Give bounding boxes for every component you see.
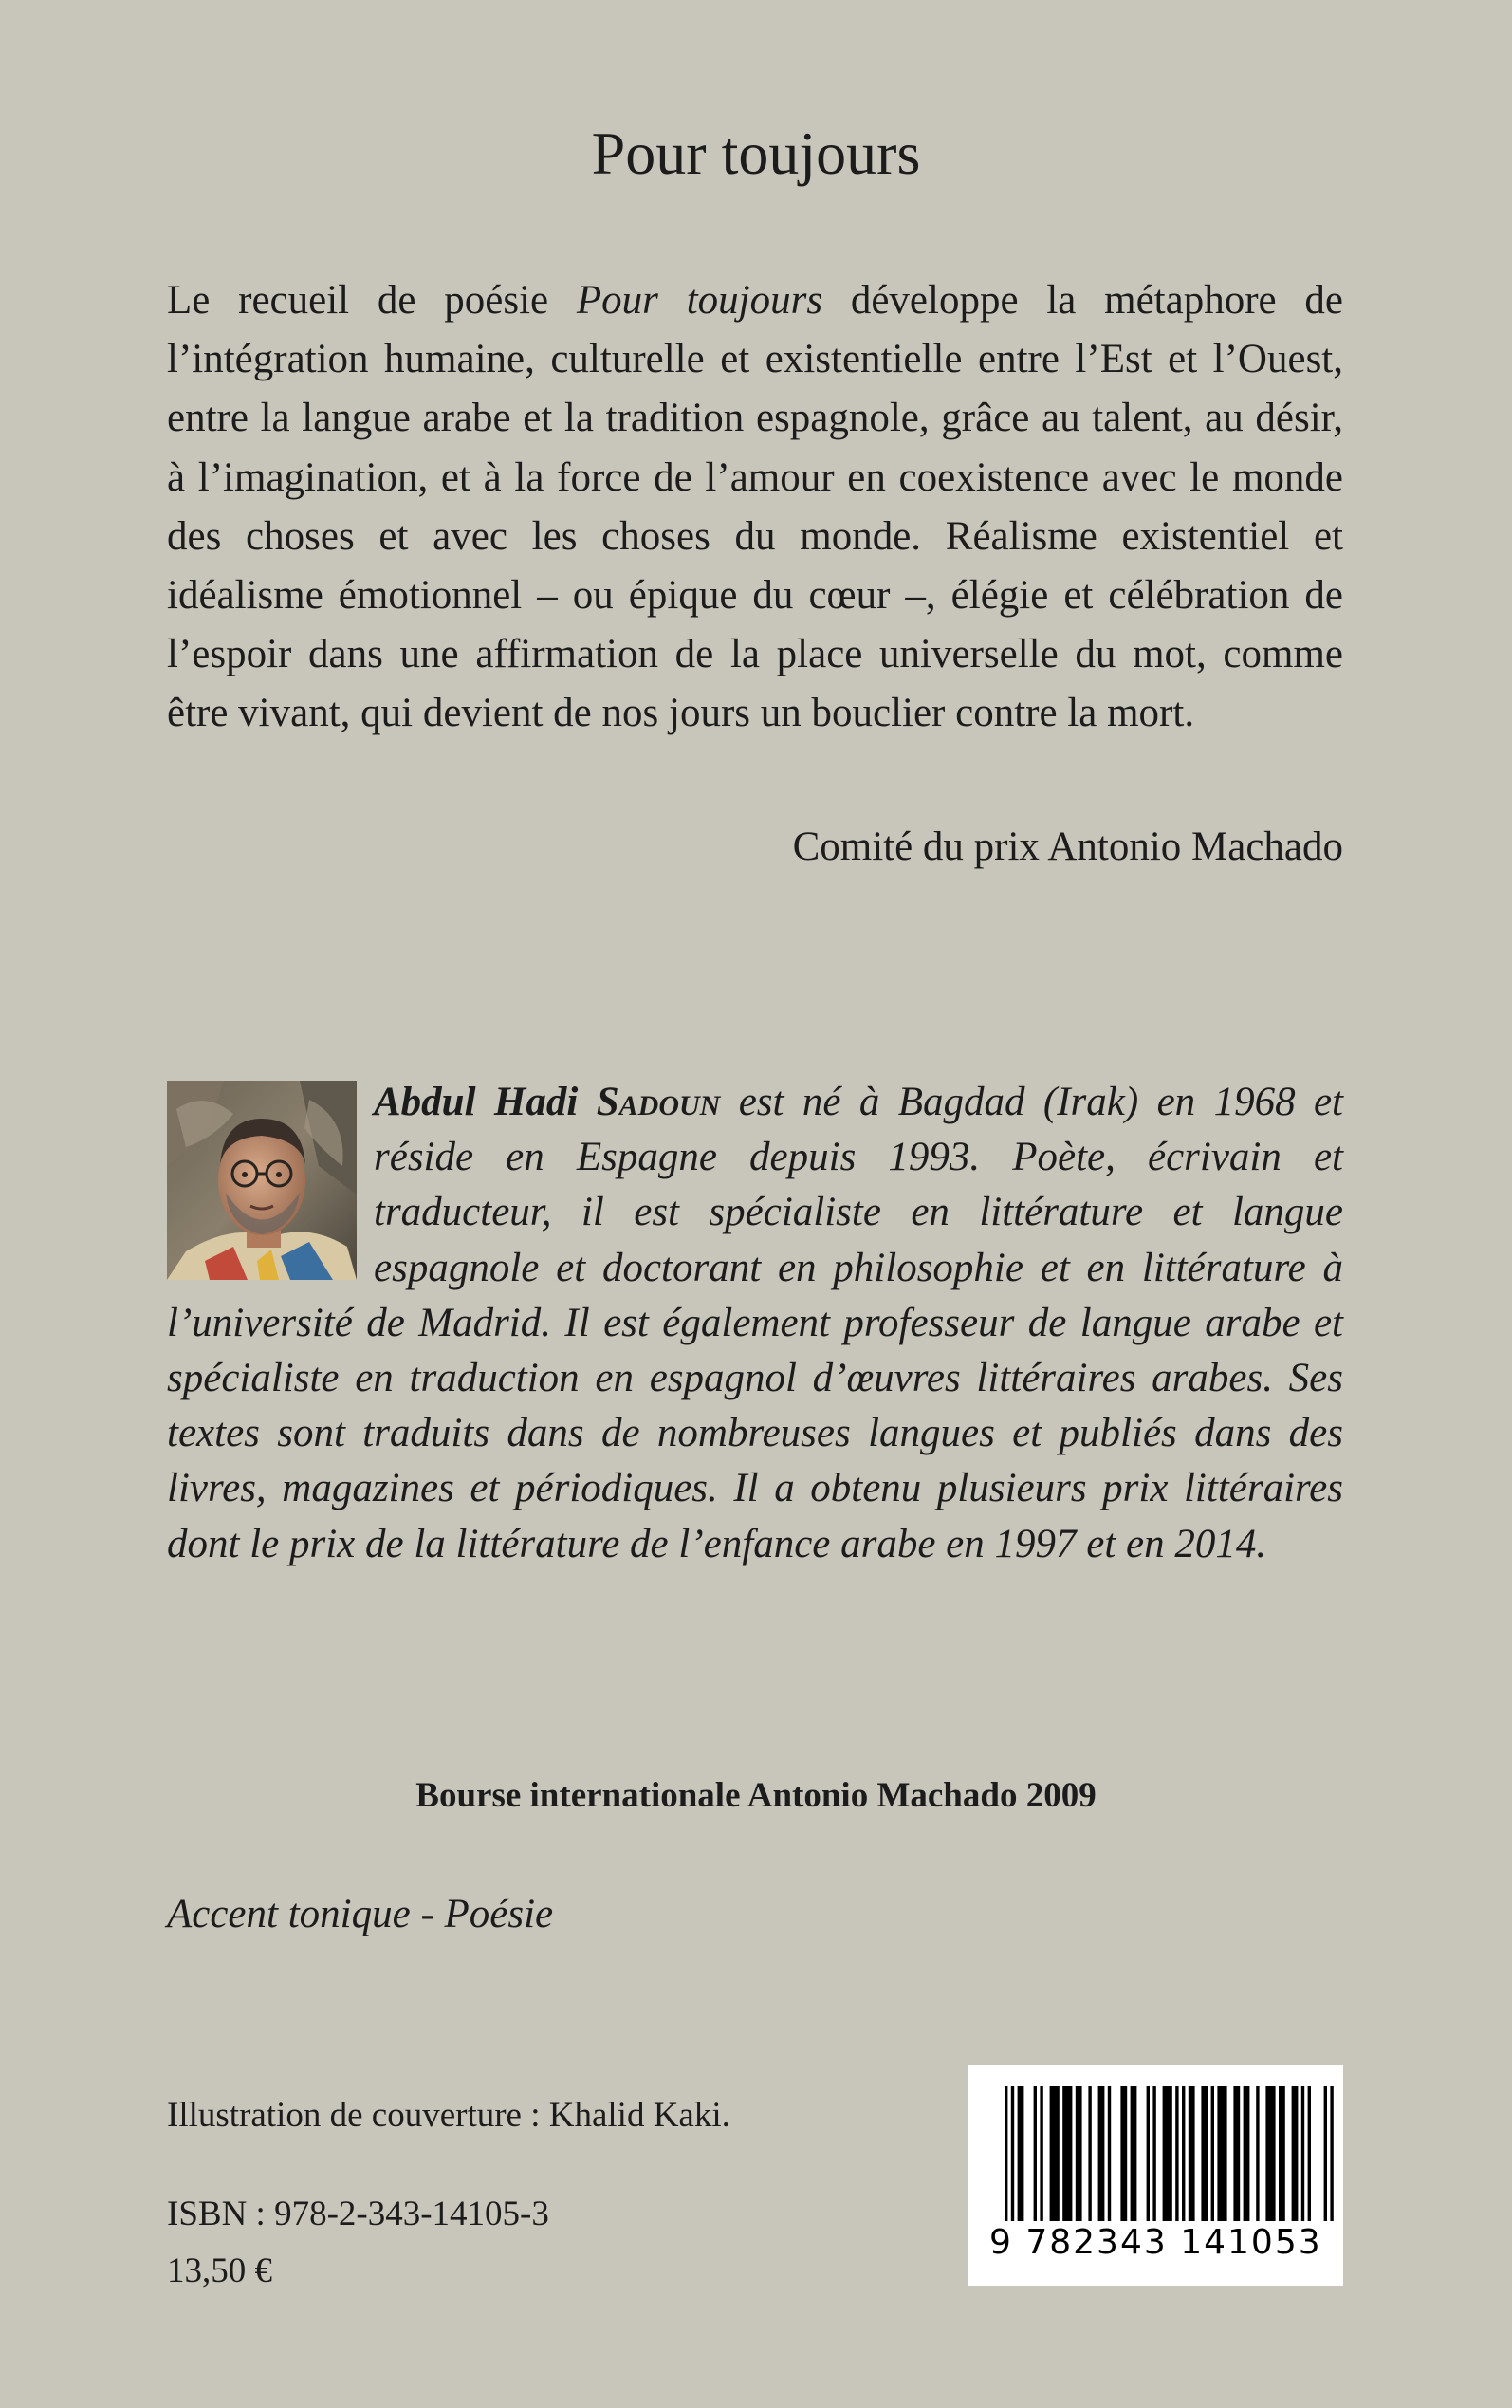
book-title: Pour toujours <box>591 120 921 187</box>
barcode-bar <box>1265 2086 1275 2221</box>
barcode-bar <box>1256 2086 1259 2221</box>
barcode-bar <box>1098 2086 1105 2221</box>
summary-text-start: Le recueil de poésie <box>167 278 577 323</box>
barcode-bar <box>1175 2086 1178 2221</box>
barcode-bar <box>1076 2086 1082 2221</box>
barcode-bar <box>1292 2086 1299 2221</box>
barcode-bar <box>1040 2086 1042 2221</box>
barcode-bar <box>1301 2086 1304 2221</box>
photo-spacer <box>167 1075 374 1291</box>
barcode-bar <box>1108 2086 1111 2221</box>
barcode-bar <box>1147 2086 1150 2221</box>
barcode-bar <box>1211 2086 1214 2221</box>
barcode-bar <box>1005 2086 1007 2221</box>
barcode-bar <box>1330 2086 1333 2221</box>
award-line: Bourse internationale Antonio Machado 2009 <box>415 1776 1097 1815</box>
barcode-bar <box>1233 2086 1240 2221</box>
author-surname: Sadoun <box>596 1080 721 1124</box>
author-first-names: Abdul Hadi <box>374 1080 597 1124</box>
barcode-bar <box>1011 2086 1014 2221</box>
book-summary <box>167 271 1343 744</box>
barcode-bar <box>1324 2086 1327 2221</box>
isbn-number: ISBN : 978-2-343-14105-3 <box>167 2195 549 2233</box>
barcode-bar <box>1163 2086 1172 2221</box>
barcode-bar <box>1189 2086 1195 2221</box>
author-biography <box>167 1075 1343 1572</box>
barcode-bar <box>1279 2086 1285 2221</box>
summary-book-title: Pour toujours <box>576 278 823 323</box>
barcode-bar <box>1120 2086 1127 2221</box>
barcode-bar <box>1152 2086 1155 2221</box>
collection-name: Accent tonique - Poésie <box>167 1892 554 1936</box>
barcode-digits: 9 782343 141053 <box>989 2223 1322 2262</box>
barcode-bar <box>1201 2086 1208 2221</box>
barcode <box>968 2065 1343 2286</box>
author-bio-text: est né à Bagdad (Irak) en 1968 et réside en Espagne depuis 1993. Poète, écrivain et traducteur, il est spécialiste en littérature et langue espagnole et doctorant en philosophie et en littérature à l’université de Madrid. Il est également professeur de langue arabe et spécialiste en traduction en espagnol d’œuvres littéraires arabes. Ses textes sont traduits dans de nombreuses langues et publiés dans des livres, magazines et périodiques. Il a obtenu plusieurs prix littéraires dont le prix de la littérature de l’enfance arabe en 1997 et en 2014. <box>167 1080 1344 1566</box>
barcode-bar <box>1244 2086 1250 2221</box>
summary-text-rest: développe la métaphore de l’intégration humaine, culturelle et existentielle entre l’Est et l’Ouest, entre la langue arabe et la tradition espagnole, grâce au talent, au désir, à l’imagination, et à la force de l’amour en coexistence avec le monde des choses et avec les choses du monde. Réalisme existentiel et idéalisme émotionnel – ou épique du cœur –, élégie et célébration de l’espoir dans une affirmation de la place universelle du mot, comme être vivant, qui devient de nos jours un bouclier contre la mort. <box>167 278 1343 736</box>
barcode-bar <box>1062 2086 1072 2221</box>
cover-illustration-credit: Illustration de couverture : Khalid Kaki. <box>167 2096 730 2135</box>
barcode-bar <box>1217 2086 1226 2221</box>
barcode-bar <box>1088 2086 1091 2221</box>
barcode-bar <box>1182 2086 1185 2221</box>
price: 13,50 € <box>167 2251 272 2290</box>
barcode-bar <box>1018 2086 1024 2221</box>
summary-attribution: Comité du prix Antonio Machado <box>792 824 1343 869</box>
barcode-bar <box>1131 2086 1137 2221</box>
barcode-bar <box>1050 2086 1060 2221</box>
barcode-bar <box>1034 2086 1037 2221</box>
barcode-bar <box>1308 2086 1311 2221</box>
